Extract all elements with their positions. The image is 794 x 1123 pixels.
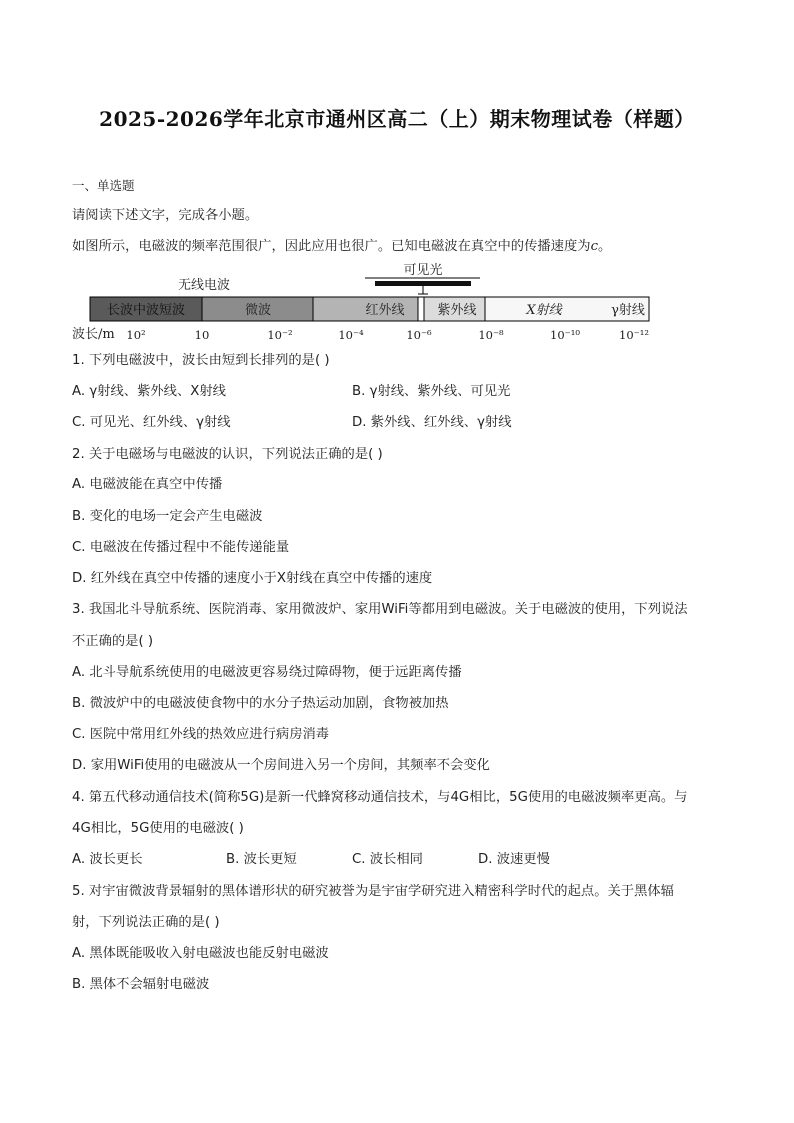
question-4-option-a[interactable]: A. 波长更长 (72, 852, 143, 867)
question-4-option-d[interactable]: D. 波速更慢 (478, 852, 550, 867)
section-heading: 一、单选题 (72, 178, 135, 193)
band-label-gamma: γ射线 (611, 303, 645, 318)
radio-wave-label: 无线电波 (177, 278, 231, 293)
band-label-microwave: 微波 (244, 303, 272, 318)
question-3-option-c[interactable]: C. 医院中常用红外线的热效应进行病房消毒 (72, 727, 330, 742)
question-2-option-a[interactable]: A. 电磁波能在真空中传播 (72, 477, 223, 492)
question-3-stem-cont: 不正确的是( ) (72, 634, 154, 649)
band-label-infrared: 红外线 (365, 303, 405, 318)
question-2-option-b[interactable]: B. 变化的电场一定会产生电磁波 (72, 509, 263, 524)
speed-symbol: c (590, 239, 599, 254)
question-5-stem-cont: 射，下列说法正确的是( ) (72, 915, 220, 930)
band-label-xray: X射线 (526, 303, 562, 318)
axis-label: 波长/m (72, 327, 115, 342)
intro-line-1: 请阅读下述文字，完成各小题。 (72, 208, 259, 223)
question-4-option-c[interactable]: C. 波长相同 (352, 852, 423, 867)
tick-label: 10 (194, 328, 210, 342)
question-1-option-b[interactable]: B. γ射线、紫外线、可见光 (352, 384, 511, 399)
tick-label: 10² (126, 328, 146, 342)
visible-gradient-bar (375, 281, 471, 286)
question-3-option-a[interactable]: A. 北斗导航系统使用的电磁波更容易绕过障碍物，便于远距离传播 (72, 665, 462, 680)
question-5-option-b[interactable]: B. 黑体不会辐射电磁波 (72, 977, 210, 992)
question-1-option-a[interactable]: A. γ射线、紫外线、X射线 (72, 384, 226, 399)
question-3-option-b[interactable]: B. 微波炉中的电磁波使食物中的水分子热运动加剧，食物被加热 (72, 696, 449, 711)
em-spectrum-diagram (68, 258, 658, 346)
question-4-option-b[interactable]: B. 波长更短 (226, 852, 297, 867)
question-5-option-a[interactable]: A. 黑体既能吸收入射电磁波也能反射电磁波 (72, 946, 329, 961)
tick-label: 10⁻⁴ (338, 328, 364, 342)
question-1-option-d[interactable]: D. 紫外线、红外线、γ射线 (352, 415, 512, 430)
tick-label: 10⁻¹⁰ (550, 328, 580, 342)
question-1-option-c[interactable]: C. 可见光、红外线、γ射线 (72, 415, 231, 430)
tick-label: 10⁻¹² (619, 328, 649, 342)
tick-label: 10⁻⁸ (478, 328, 504, 342)
question-2-stem: 2. 关于电磁场与电磁波的认识，下列说法正确的是( ) (72, 447, 383, 462)
question-3-stem: 3. 我国北斗导航系统、医院消毒、家用微波炉、家用WiFi等都用到电磁波。关于电磁波的使用，下列说法 (72, 602, 688, 617)
intro-line-2 (72, 238, 611, 256)
paper-title: 2025-2026学年北京市通州区高二（上）期末物理试卷（样题） (99, 107, 695, 131)
question-4-stem: 4. 第五代移动通信技术(简称5G)是新一代蜂窝移动通信技术，与4G相比，5G使用的电磁波频率更高。与 (72, 790, 688, 805)
tick-label: 10⁻⁶ (406, 328, 432, 342)
band-label-radio: 长波中波短波 (106, 303, 186, 318)
question-2-option-c[interactable]: C. 电磁波在传播过程中不能传递能量 (72, 540, 290, 555)
intro-text: 如图所示，电磁波的频率范围很广，因此应用也很广。已知电磁波在真空中的传播速度为 (72, 239, 591, 254)
question-4-stem-cont: 4G相比，5G使用的电磁波( ) (72, 821, 244, 836)
question-5-stem: 5. 对宇宙微波背景辐射的黑体谱形状的研究被誉为是宇宙学研究进入精密科学时代的起点。关于黑体辐 (72, 884, 674, 899)
question-1-stem: 1. 下列电磁波中，波长由短到长排列的是( ) (72, 353, 330, 368)
band-label-ultraviolet: 紫外线 (437, 303, 477, 318)
tick-label: 10⁻² (267, 328, 293, 342)
visible-light-label: 可见光 (403, 263, 443, 278)
question-2-option-d[interactable]: D. 红外线在真空中传播的速度小于X射线在真空中传播的速度 (72, 571, 433, 586)
question-3-option-d[interactable]: D. 家用WiFi使用的电磁波从一个房间进入另一个房间，其频率不会变化 (72, 758, 490, 773)
intro-end: 。 (598, 239, 612, 254)
band-visible (418, 297, 424, 321)
